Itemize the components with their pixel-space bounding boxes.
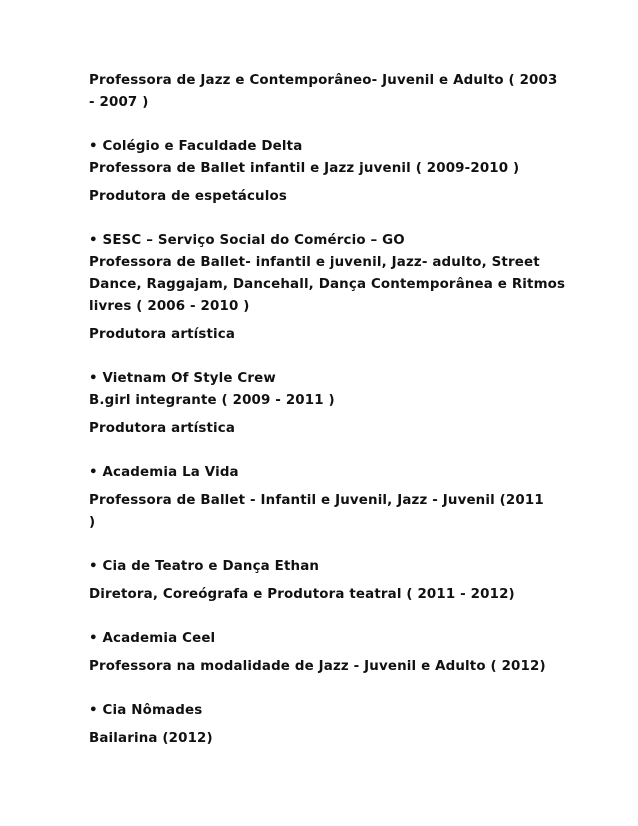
entry-line: ) [89,515,96,530]
experience-entry [89,628,559,678]
spacer [89,440,559,462]
spacer [89,534,559,556]
spacer [89,114,559,136]
entry-title: • Colégio e Faculdade Delta [89,139,303,154]
entry-line: B.girl integrante ( 2009 - 2011 ) [89,393,335,408]
entry-title: • Cia de Teatro e Dança Ethan [89,559,320,574]
experience-entry [89,368,559,440]
entry-line: Bailarina (2012) [89,731,213,746]
experience-entry [89,136,559,208]
experience-entry [89,556,559,606]
entry-title: • Academia La Vida [89,465,239,480]
entry-title: • SESC – Serviço Social do Comércio – GO [89,233,405,248]
intro-line: - 2007 ) [89,95,149,110]
experience-entry [89,700,559,750]
entry-line: Diretora, Coreógrafa e Produtora teatral ( 2011 - 2012) [89,587,515,602]
entry-title: • Cia Nômades [89,703,203,718]
spacer [89,208,559,230]
experience-entry [89,230,566,346]
intro-line: Professora de Jazz e Contemporâneo- Juvenil e Adulto ( 2003 [89,73,558,88]
entry-title: • Academia Ceel [89,631,216,646]
entry-title: • Vietnam Of Style Crew [89,371,276,386]
entry-line: Produtora de espetáculos [89,189,287,204]
entry-line: Professora na modalidade de Jazz - Juvenil e Adulto ( 2012) [89,659,546,674]
experience-entry [89,462,559,534]
entry-line: Professora de Ballet infantil e Jazz juvenil ( 2009-2010 ) [89,161,520,176]
spacer [89,346,559,368]
spacer [89,606,559,628]
entry-line: Dance, Raggajam, Dancehall, Dança Contemporânea e Ritmos [89,277,566,292]
spacer [89,678,559,700]
entry-line: livres ( 2006 - 2010 ) [89,299,250,314]
resume-page [89,70,566,750]
entry-line: Professora de Ballet - Infantil e Juvenil, Jazz - Juvenil (2011 [89,493,544,508]
entry-line: Produtora artística [89,327,236,342]
entry-line: Produtora artística [89,421,236,436]
entry-line: Professora de Ballet- infantil e juvenil, Jazz- adulto, Street [89,255,540,270]
